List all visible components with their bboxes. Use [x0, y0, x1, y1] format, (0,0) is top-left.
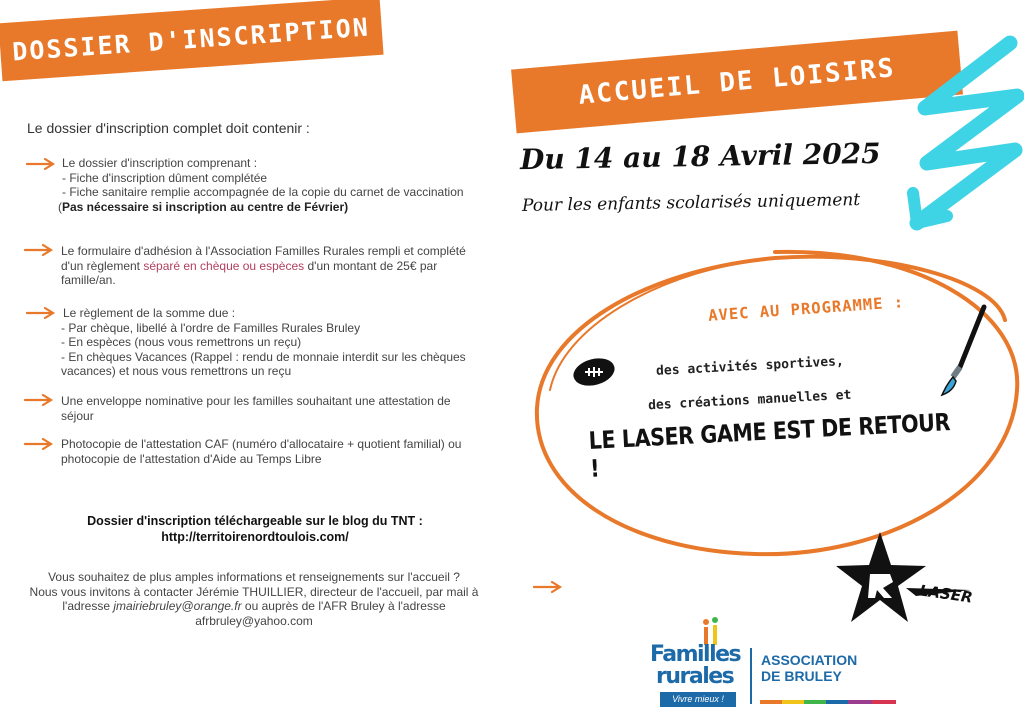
dates-title: Du 14 au 18 Avril 2025	[519, 136, 881, 177]
list-item-adhesion	[61, 244, 466, 288]
program-line-sports: des activités sportives,	[655, 354, 845, 379]
football-icon	[571, 356, 617, 388]
contact-email-link[interactable]: jmairiebruley@orange.fr	[113, 599, 242, 614]
list-item-enveloppe	[61, 394, 451, 423]
contact-email-link[interactable]: afrbruley@yahoo.com	[195, 613, 313, 628]
download-link[interactable]: http://territoirenordtoulois.com/	[161, 530, 349, 544]
item-note-open: (	[58, 200, 62, 214]
dossier-banner	[0, 0, 384, 81]
list-item-caf	[61, 437, 461, 466]
item-note-bold: Pas nécessaire si inscription au centre de Février)	[62, 200, 349, 214]
lightning-scribble-icon	[905, 38, 1024, 238]
laser-game-headline: LE LASER GAME EST DE RETOUR !	[588, 408, 951, 483]
item-line: famille/an.	[61, 273, 116, 288]
contact-info	[14, 570, 494, 628]
arrow-right-icon	[533, 580, 563, 594]
item-line: - Par chèque, libellé à l'ordre de Familles Rurales Bruley	[61, 320, 361, 335]
fr-logo-line2: rurales	[656, 664, 734, 689]
program-title: AVEC AU PROGRAMME :	[707, 293, 905, 325]
contact-line: Nous vous invitons à contacter Jérémie THUILLIER, directeur de l'accueil, par mail à	[29, 584, 479, 599]
logo-divider	[750, 648, 753, 704]
download-text: Dossier d'inscription téléchargeable sur le blog du TNT :	[87, 514, 423, 528]
arrow-right-icon	[24, 437, 54, 451]
item-line: photocopie de l'attestation d'Aide au Temps Libre	[61, 451, 322, 466]
accueil-banner-title: ACCUEIL DE LOISIRS	[577, 53, 897, 111]
program-line-crafts: des créations manuelles et	[647, 387, 852, 414]
contact-line-pre: l'adresse	[62, 599, 114, 614]
color-stripe	[760, 700, 896, 705]
list-item-dossier	[62, 156, 464, 200]
item-line: - En chèques Vacances (Rappel : rendu de monnaie interdit sur les chèques	[61, 349, 466, 364]
laser-logo-text: LASER	[918, 581, 974, 607]
item-line-post: d'un montant de 25€ par	[304, 258, 438, 273]
intro-text: Le dossier d'inscription complet doit contenir :	[27, 120, 310, 136]
contact-line: Vous souhaitez de plus amples informations et renseignements sur l'accueil ?	[48, 570, 460, 584]
association-name	[761, 652, 857, 684]
item-line: séjour	[61, 408, 94, 423]
list-item-reglement	[61, 306, 466, 379]
fr-tagline: Vivre mieux !	[660, 692, 736, 707]
fr-logo-line1: Familles	[650, 642, 741, 667]
item-line-pre: d'un règlement	[61, 258, 144, 273]
item-line: Une enveloppe nominative pour les familles souhaitant une attestation de	[61, 394, 451, 408]
item-line: Le dossier d'inscription comprenant :	[62, 156, 258, 170]
item-highlight: séparé en chèque ou espèces	[143, 258, 305, 273]
item-line: - Fiche sanitaire remplie accompagnée de la copie du carnet de vaccination	[62, 185, 464, 200]
item-line: - Fiche d'inscription dûment complétée	[62, 170, 268, 185]
contact-line-post: ou auprès de l'AFR Bruley à l'adresse	[241, 599, 446, 614]
subtitle-text: Pour les enfants scolarisés uniquement	[521, 190, 861, 216]
arrow-right-icon	[26, 306, 56, 320]
item-line: - En espèces (nous vous remettrons un reçu)	[61, 335, 302, 350]
item-line: Le règlement de la somme due :	[63, 306, 236, 320]
item-note	[58, 200, 348, 215]
arrow-right-icon	[24, 243, 54, 257]
dossier-banner-title: DOSSIER D'INSCRIPTION	[11, 12, 371, 66]
association-line1: ASSOCIATION	[761, 652, 858, 668]
item-line: vacances) et nous vous remettrons un reçu	[61, 364, 292, 379]
familles-rurales-logo	[650, 644, 740, 688]
item-line: Le formulaire d'adhésion à l'Association Familles Rurales rempli et complété	[61, 244, 466, 258]
star-laser-logo-icon	[836, 530, 976, 628]
arrow-right-icon	[26, 157, 56, 171]
arrow-right-icon	[24, 393, 54, 407]
accueil-banner	[511, 31, 963, 134]
download-info	[30, 513, 480, 545]
paintbrush-icon	[940, 305, 988, 397]
item-line: Photocopie de l'attestation CAF (numéro d'allocataire + quotient familial) ou	[61, 437, 462, 451]
association-line2: DE BRULEY	[761, 668, 842, 684]
